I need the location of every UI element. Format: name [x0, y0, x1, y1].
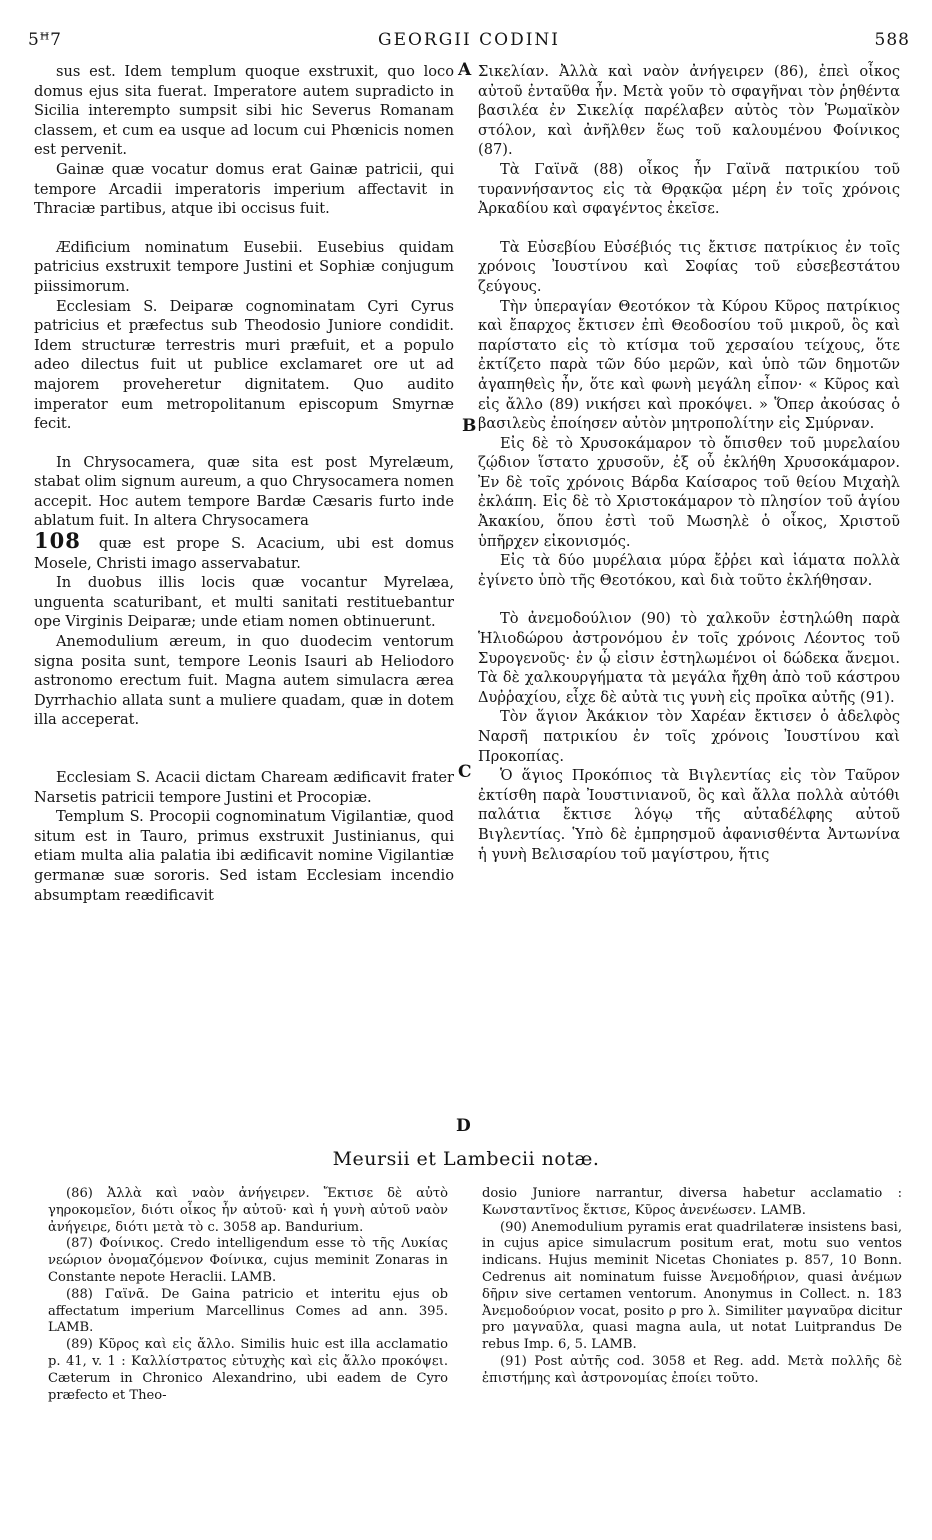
- latin-paragraph: sus est. Idem templum quoque exstruxit, quo loco domus ejus sita fuerat. Imperatore autem supradicto in Sicilia interempto sumpsit sibi hic Severus Romanam classem, et cum ea usque ad locum cui Phœnicis nomen est pervenit.: [34, 63, 454, 159]
- latin-paragraph: Templum S. Procopii cognominatum Vigilantiæ, quod situm est in Tauro, primus exstruxit Justinianus, qui etiam multa alia palatia ibi ædificavit nomine Vigilantiæ germanæ suæ sororis. Sed istam Ecclesiam incendio absumptam reædificavit: [34, 808, 454, 904]
- greek-paragraph: Ὁ ἅγιος Προκόπιος τὰ Βιγλεντίας εἰς τὸν Ταῦρον ἐκτίσθη παρὰ Ἰουστινιανοῦ, ὃς καὶ ἄλλα πολλὰ αὐτόθι παλάτια ἔκτισε λόγῳ τῆς αὐταδέλφης αὐτοῦ Βιγλεντίας. Ὑπὸ δὲ ἐμπρησμοῦ ἀφανισθέντα Ἀντωνίνα ἡ γυνὴ Βελισαρίου τοῦ μαγίστρου, ἥτις: [478, 767, 900, 863]
- notes-right-column: [482, 1186, 902, 1388]
- latin-column: [34, 62, 454, 905]
- note: dosio Juniore narrantur, diversa habetur acclamatio : Κωνσταντῖνος ἔκτισε, Κῦρος ἀνενέωσεν. LAMB.: [482, 1186, 902, 1218]
- section-marker-a: A: [458, 60, 472, 80]
- note: (91) Post αὐτῆς cod. 3058 et Reg. add. Μετὰ πολλῆς δὲ ἐπιστήμης καὶ ἀστρονομίας ἐποίει τοῦτο.: [482, 1353, 902, 1386]
- latin-paragraph: Ecclesiam S. Deiparæ cognominatam Cyri Cyrus patricius et præfectus sub Theodosio Juniore condidit. Idem structuræ terrestris muri præfuit, et a populo adeo dilectus fuit ut publice exclamaret ore ut ad majorem proveheretur dignitatem. Quo audito imperator eum metropolitanum episcopum Smyrnæ fecit.: [34, 297, 454, 433]
- notes-left-column: [48, 1186, 448, 1404]
- greek-paragraph: Εἰς δὲ τὸ Χρυσοκάμαρον τὸ ὄπισθεν τοῦ μυρελαίου ζῴδιον ἵστατο χρυσοῦν, ἐξ οὗ ἐκλήθη Χρυσοκάμαρον. Ἐν δὲ τοῖς χρόνοις Βάρδα Καίσαρος τοῦ θείου Μιχαὴλ ἐκλάπη. Εἰς δὲ τὸ Χριστοκάμαρον τὸ πλησίον τοῦ ἁγίου Ἀκακίου, ὅπου ἐστὶ τοῦ Μωσηλὲ ὁ οἶκος, Χριστοῦ ὑπῆρχεν εἰκονισμός.: [478, 434, 900, 550]
- page-number-left: 5ꟸ7: [28, 30, 62, 50]
- note: (88) Γαϊνᾶ. De Gaina patricio et interitu ejus ob affectatum imperium Marcellinus Comes ad ann. 395. LAMB.: [48, 1286, 448, 1336]
- notes-heading: Meursii et Lambecii notæ.: [332, 1148, 600, 1170]
- section-marker-b: B: [462, 416, 477, 436]
- latin-paragraph: In duobus illis locis quæ vocantur Myrelæa, unguenta scaturibant, et multi sanitati restituebantur ope Virginis Deiparæ; unde etiam nomen obtinuerunt.: [34, 574, 454, 631]
- page-number-right: 588: [874, 30, 910, 50]
- latin-paragraph: Ædificium nominatum Eusebii. Eusebius quidam patricius exstruxit tempore Justini et Sophiæ conjugum piissimorum.: [34, 238, 454, 295]
- greek-paragraph: Τὰ Γαϊνᾶ (88) οἶκος ἦν Γαϊνᾶ πατρικίου τοῦ τυραννήσαντος εἰς τὰ Θρᾳκῷα μέρη ἐν τοῖς χρόνοις Ἀρκαδίου καὶ σφαγέντος ἐκεῖσε.: [478, 160, 900, 218]
- greek-column: [478, 62, 900, 864]
- greek-paragraph: Σικελίαν. Ἀλλὰ καὶ ναὸν ἀνήγειρεν (86), ἐπεὶ οἶκος αὐτοῦ ἐνταῦθα ἦν. Μετὰ γοῦν τὸ σφαγῆναι τὸν ῥηθέντα βασιλέα ἐν Σικελίᾳ παρέλαβεν αὐτὸς τὸν Ῥωμαϊκὸν στόλον, καὶ ἀνῆλθεν ἕως τοῦ καλουμένου Φοίνικος (87).: [478, 63, 900, 159]
- note: (87) Φοίνικος. Credo intelligendum esse τὸ τῆς Λυκίας νεώριον ὀνομαζόμενον Φοίνικα, cujus meminit Zonaras in Constante nepote Heraclii. LAMB.: [48, 1236, 448, 1285]
- latin-paragraph-continued: [34, 528, 454, 573]
- greek-paragraph: Τὸν ἅγιον Ἀκάκιον τὸν Χαρέαν ἔκτισεν ὁ ἀδελφὸς Ναρσῆ πατρικίου ἐν τοῖς χρόνοις Ἰουστίνου καὶ Προκοπίας.: [478, 708, 900, 765]
- section-marker-c: C: [458, 762, 472, 782]
- page-header: [28, 30, 910, 54]
- greek-paragraph: Εἰς τὰ δύο μυρέλαια μύρα ἔῤῥει καὶ ἰάματα πολλὰ ἐγίνετο ὑπὸ τῆς Θεοτόκου, καὶ διὰ τοῦτο ἐκλήθησαν.: [478, 552, 900, 589]
- greek-paragraph: Τὴν ὑπεραγίαν Θεοτόκον τὰ Κύρου Κῦρος πατρίκιος καὶ ἔπαρχος ἔκτισεν ἐπὶ Θεοδοσίου τοῦ μικροῦ, ὃς καὶ παρίστατο εἰς τὸ κτίσμα τοῦ χερσαίου τείχους, ὅτε ἐκτίζετο παρὰ τῶν δύο μερῶν, καὶ ὑπὸ τῶν δημοτῶν ἀγαπηθεὶς ἦν, ὅτε καὶ φωνὴ μεγάλη εἶπον· « Κῦρος καὶ εἰς ἄλλο (89) νικήσει καὶ προκόψει. » Ὅπερ ἀκούσας ὁ βασιλεὺς ἐποίησεν αὐτὸν μητροπολίτην εἰς Σμύρναν.: [478, 297, 900, 433]
- note: (89) Κῦρος καὶ εἰς ἄλλο. Similis huic est illa acclamatio p. 41, v. 1 : Καλλίστρατος εὐτυχὴς καὶ εἰς ἄλλο προκόψει. Cæterum in Chronico Alexandrino, ubi eadem de Cyro præfecto et Theo-: [48, 1337, 448, 1403]
- greek-paragraph: Τὰ Εὐσεβίου Εὐσέβιός τις ἔκτισε πατρίκιος ἐν τοῖς χρόνοις Ἰουστίνου καὶ Σοφίας τοῦ εὐσεβεστάτου ζεύγους.: [478, 238, 900, 295]
- running-title: GEORGII CODINI: [377, 30, 561, 50]
- latin-paragraph: Anemodulium æreum, in quo duodecim ventorum signa posita sunt, tempore Leonis Isauri ab Heliodoro astronomo erectum fuit. Magna autem simulacra ærea Dyrrhachio allata sunt a muliere quadam, quæ in dotem illa acceperat.: [34, 633, 454, 729]
- latin-paragraph: In Chrysocamera, quæ sita est post Myrelæum, stabat olim signum aureum, a quo Chrysocamera nomen accepit. Hoc autem tempore Bardæ Cæsaris furto inde ablatum fuit. In altera Chrysocamera: [34, 453, 454, 530]
- latin-paragraph: Gainæ quæ vocatur domus erat Gainæ patricii, qui tempore Arcadii imperatoris imperium affectavit in Thraciæ partibus, atque ibi occisus fuit.: [34, 160, 454, 218]
- note: (90) Anemodulium pyramis erat quadrilateræ insistens basi, in cujus apice simulacrum positum erat, motu suo ventos indicans. Hujus meminit Nicetas Choniates p. 857, 10 Bonn. Cedrenus ait nominatum fuisse Ἀνεμοδήριον, quasi ἀνέμων δῆριν sive certamen ventorum. Anonymus in Collect. n. 183 Ἀνεμοδούριον vocat, posito ρ pro λ. Similiter μαγναῦρα dicitur pro μαγναῦλα, quasi magna aula, ut notat Luitprandus De rebus Imp. 6, 5. LAMB.: [482, 1219, 902, 1353]
- note: (86) Ἀλλὰ καὶ ναὸν ἀνήγειρεν. Ἔκτισε δὲ αὐτὸ γηροκομεῖον, διότι οἶκος ἦν αὐτοῦ· καὶ ἡ γυνὴ αὐτοῦ ναὸν ἀνήγειρε, διότι μετὰ τὸ c. 3058 ap. Bandurium.: [48, 1186, 448, 1235]
- latin-text: quæ est prope S. Acacium, ubi est domus Mosele, Christi imago asservabatur.: [34, 535, 454, 572]
- margin-number: 108: [34, 528, 81, 554]
- section-marker-d: D: [456, 1116, 471, 1136]
- latin-paragraph: Ecclesiam S. Acacii dictam Chaream ædificavit frater Narsetis patricii tempore Justini et Procopiæ.: [34, 769, 454, 806]
- greek-paragraph: Τὸ ἀνεμοδούλιον (90) τὸ χαλκοῦν ἐστηλώθη παρὰ Ἡλιοδώρου ἀστρονόμου ἐν τοῖς χρόνοις Λέοντος τοῦ Συρογενοῦς· ἐν ᾧ εἰσιν ἐστηλωμένοι οἱ δώδεκα ἄνεμοι. Τὰ δὲ χαλκουργήματα τὰ μεγάλα ἤχθη ἀπὸ τοῦ κάστρου Δυῤῥαχίου, εἶχε δὲ αὐτὰ τις γυνὴ εἰς προῖκα αὐτῆς (91).: [478, 610, 900, 706]
